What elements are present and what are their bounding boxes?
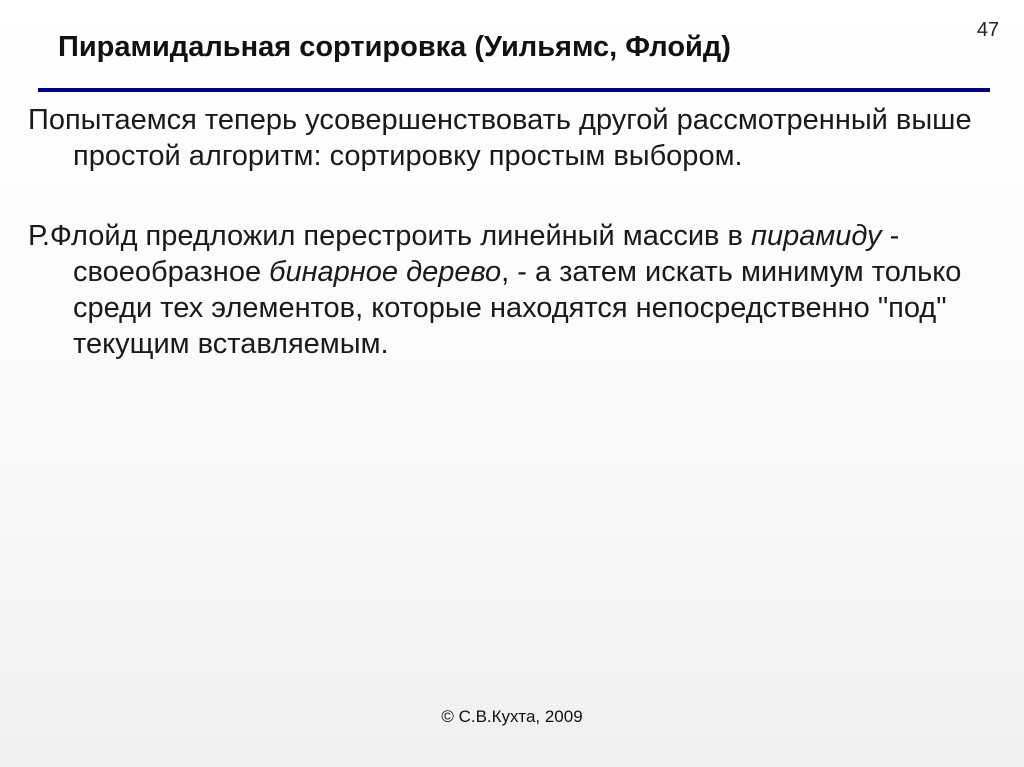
para2-text-3: , - а затем искать минимум только среди тех элементов, которые находятся непосредственно "под" текущим вставляемым. (73, 256, 962, 360)
paragraph-floyd-pyramid (28, 218, 988, 362)
slide-body (28, 102, 988, 362)
title-underline (38, 88, 990, 92)
slide-number: 47 (976, 19, 1000, 41)
footer-copyright: © С.В.Кухта, 2009 (441, 707, 583, 726)
slide-title: Пирамидальная сортировка (Уильямс, Флойд) (58, 31, 731, 63)
term-pyramid: пирамиду (750, 220, 882, 252)
para2-text-2: - своеобразное (73, 220, 900, 288)
para2-text-1: Р.Флойд предложил перестроить линейный массив в (28, 220, 751, 252)
paragraph-selection-sort: Попытаемся теперь усовершенствовать другой рассмотренный выше простой алгоритм: сортировку простым выбором. (28, 104, 972, 172)
term-binary-tree: бинарное дерево (269, 256, 502, 288)
